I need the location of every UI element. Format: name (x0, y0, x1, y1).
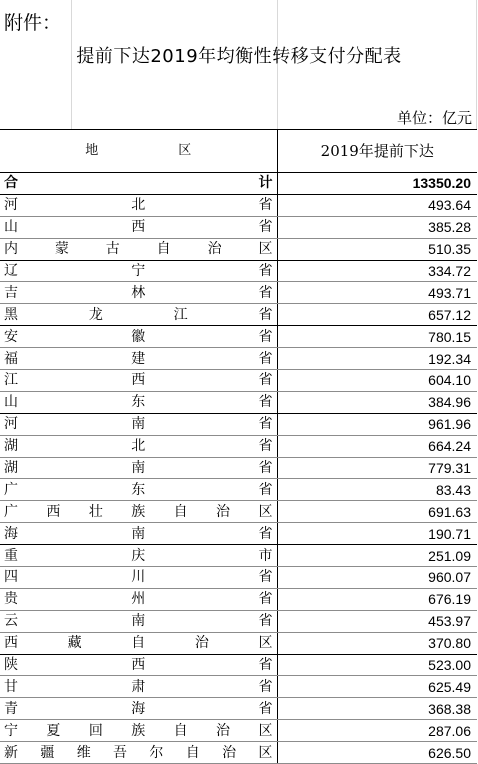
region-char: 区 (258, 722, 273, 739)
region-name (0, 610, 277, 632)
region-name (0, 588, 277, 610)
amount-value: 287.06 (277, 720, 477, 742)
region-char: 陕 (4, 657, 18, 674)
region-name (0, 282, 277, 304)
region-char: 林 (131, 284, 146, 301)
region-char: 省 (258, 350, 273, 367)
table-row (0, 523, 477, 545)
region-name (0, 370, 277, 392)
region-char: 西 (131, 657, 146, 674)
unit-label: 单位：亿元 (396, 109, 472, 127)
table-row (0, 413, 477, 435)
amount-value: 779.31 (277, 457, 477, 479)
region-char: 黑 (4, 306, 18, 323)
amount-value: 370.80 (277, 632, 477, 654)
table-row (0, 698, 477, 720)
amount-value: 523.00 (277, 654, 477, 676)
region-name (0, 348, 277, 370)
region-char: 市 (258, 547, 273, 564)
region-char: 江 (4, 372, 18, 389)
region-name (0, 326, 277, 348)
region-name (0, 698, 277, 720)
region-char: 北 (131, 438, 146, 455)
region-char: 省 (258, 481, 273, 498)
amount-value: 657.12 (277, 304, 477, 326)
region-char: 省 (258, 394, 273, 411)
region-name (0, 413, 277, 435)
region-char: 四 (4, 569, 18, 586)
table-row (0, 435, 477, 457)
amount-value: 83.43 (277, 479, 477, 501)
region-name (0, 391, 277, 413)
region-char: 内 (4, 241, 18, 258)
amount-value: 385.28 (277, 216, 477, 238)
region-char: 治 (216, 722, 231, 739)
region-char: 吉 (4, 284, 18, 301)
amount-value: 625.49 (277, 676, 477, 698)
amount-value: 961.96 (277, 413, 477, 435)
region-char: 辽 (4, 263, 18, 279)
region-char: 龙 (88, 306, 103, 323)
region-char: 族 (131, 722, 146, 739)
region-char: 山 (4, 394, 18, 411)
amount-value: 190.71 (277, 523, 477, 545)
region-name (0, 501, 277, 523)
region-char: 肃 (131, 678, 146, 695)
table-row (0, 742, 477, 764)
region-char: 重 (4, 547, 18, 564)
table-row (0, 501, 477, 523)
region-char: 海 (131, 700, 146, 717)
region-name (0, 216, 277, 238)
region-name (0, 304, 277, 326)
region-char: 西 (131, 219, 146, 236)
region-char: 西 (46, 503, 61, 520)
region-char: 省 (258, 525, 273, 542)
region-char: 族 (131, 503, 146, 520)
region-name (0, 720, 277, 742)
region-char: 福 (4, 350, 18, 367)
region-char: 回 (88, 722, 103, 739)
region-char: 治 (207, 241, 222, 258)
region-char: 区 (258, 635, 273, 652)
region-char: 河 (4, 416, 18, 433)
header-region-char: 地 (85, 143, 99, 158)
region-char: 贵 (4, 591, 18, 608)
region-name (0, 457, 277, 479)
region-name (0, 194, 277, 216)
region-char: 南 (131, 613, 146, 630)
region-char: 湖 (4, 460, 18, 477)
region-char: 云 (4, 613, 18, 630)
total-row (0, 173, 477, 195)
header-amount: 2019年提前下达 (277, 130, 477, 173)
region-char: 甘 (4, 678, 18, 695)
amount-value: 334.72 (277, 260, 477, 282)
region-char: 新 (4, 744, 18, 761)
amount-value: 368.38 (277, 698, 477, 720)
amount-value: 626.50 (277, 742, 477, 764)
region-char: 区 (258, 744, 273, 761)
table-row (0, 545, 477, 567)
amount-value: 251.09 (277, 545, 477, 567)
table-row (0, 282, 477, 304)
amount-value: 493.71 (277, 282, 477, 304)
region-char: 安 (4, 328, 18, 345)
region-char: 自 (131, 635, 146, 652)
region-name (0, 435, 277, 457)
region-name (0, 654, 277, 676)
region-char: 广 (4, 503, 18, 520)
table-row (0, 567, 477, 589)
region-char: 省 (258, 306, 273, 323)
region-char: 徽 (131, 328, 146, 345)
region-char: 东 (131, 481, 146, 498)
region-char: 省 (258, 613, 273, 630)
table-row (0, 457, 477, 479)
region-char: 省 (258, 438, 273, 455)
region-name (0, 523, 277, 545)
region-char: 建 (131, 350, 146, 367)
region-char: 省 (258, 657, 273, 674)
region-name (0, 260, 277, 282)
region-char: 庆 (131, 547, 146, 564)
region-char: 川 (131, 569, 146, 586)
total-value: 13350.20 (277, 173, 477, 195)
region-name (0, 676, 277, 698)
table-row (0, 588, 477, 610)
region-char: 治 (194, 635, 209, 652)
amount-value: 960.07 (277, 567, 477, 589)
region-char: 南 (131, 525, 146, 542)
allocation-table (0, 129, 477, 764)
header-region-char: 区 (178, 143, 192, 158)
region-char: 区 (258, 241, 273, 258)
table-row (0, 720, 477, 742)
region-char: 省 (258, 700, 273, 717)
region-char: 省 (258, 460, 273, 477)
region-char: 壮 (88, 503, 103, 520)
region-char: 省 (258, 372, 273, 389)
region-char: 宁 (131, 263, 146, 279)
region-char: 山 (4, 219, 18, 236)
region-char: 江 (173, 306, 188, 323)
region-char: 尔 (149, 744, 164, 761)
region-char: 南 (131, 460, 146, 477)
region-char: 夏 (46, 722, 61, 739)
table-header-row (0, 130, 477, 173)
region-char: 河 (4, 197, 18, 214)
amount-value: 453.97 (277, 610, 477, 632)
region-char: 西 (4, 635, 18, 652)
table-row (0, 216, 477, 238)
amount-value: 676.19 (277, 588, 477, 610)
region-char: 海 (4, 525, 18, 542)
region-name (0, 742, 277, 764)
table-row (0, 610, 477, 632)
amount-value: 780.15 (277, 326, 477, 348)
page-title: 提前下达2019年均衡性转移支付分配表 (76, 46, 402, 67)
region-char: 东 (131, 394, 146, 411)
region-char: 省 (258, 678, 273, 695)
amount-value: 510.35 (277, 238, 477, 260)
amount-value: 664.24 (277, 435, 477, 457)
region-char: 疆 (40, 744, 55, 761)
region-char: 藏 (67, 635, 82, 652)
region-char: 省 (258, 569, 273, 586)
region-char: 湖 (4, 438, 18, 455)
table-row (0, 370, 477, 392)
table-row (0, 348, 477, 370)
region-char: 省 (258, 416, 273, 433)
region-char: 吾 (113, 744, 128, 761)
region-char: 自 (173, 503, 188, 520)
amount-value: 192.34 (277, 348, 477, 370)
table-row (0, 391, 477, 413)
region-char: 青 (4, 700, 18, 717)
region-char: 省 (258, 284, 273, 301)
region-char: 南 (131, 416, 146, 433)
region-char: 宁 (4, 722, 18, 739)
total-char: 计 (258, 175, 273, 192)
region-char: 区 (258, 503, 273, 520)
region-char: 古 (105, 241, 120, 258)
amount-value: 691.63 (277, 501, 477, 523)
table-row (0, 632, 477, 654)
table-row (0, 479, 477, 501)
region-char: 广 (4, 481, 18, 498)
table-row (0, 238, 477, 260)
region-char: 自 (173, 722, 188, 739)
region-char: 治 (222, 744, 237, 761)
table-row (0, 654, 477, 676)
region-char: 治 (216, 503, 231, 520)
region-name (0, 632, 277, 654)
region-name (0, 545, 277, 567)
region-char: 自 (185, 744, 200, 761)
header-region (0, 130, 277, 173)
region-name (0, 567, 277, 589)
region-char: 州 (131, 591, 146, 608)
region-char: 省 (258, 591, 273, 608)
region-char: 省 (258, 263, 273, 279)
total-char: 合 (4, 175, 18, 192)
region-name (0, 238, 277, 260)
total-label (0, 173, 277, 195)
table-row (0, 304, 477, 326)
region-name (0, 479, 277, 501)
table-row (0, 326, 477, 348)
region-char: 维 (76, 744, 91, 761)
region-char: 省 (258, 328, 273, 345)
attachment-label: 附件： (4, 12, 62, 34)
table-row (0, 194, 477, 216)
region-char: 自 (156, 241, 171, 258)
amount-value: 493.64 (277, 194, 477, 216)
region-char: 北 (131, 197, 146, 214)
amount-value: 384.96 (277, 391, 477, 413)
region-char: 省 (258, 197, 273, 214)
region-char: 西 (131, 372, 146, 389)
amount-value: 604.10 (277, 370, 477, 392)
table-row (0, 260, 477, 282)
table-row (0, 676, 477, 698)
region-char: 蒙 (54, 241, 69, 258)
region-char: 省 (258, 219, 273, 236)
